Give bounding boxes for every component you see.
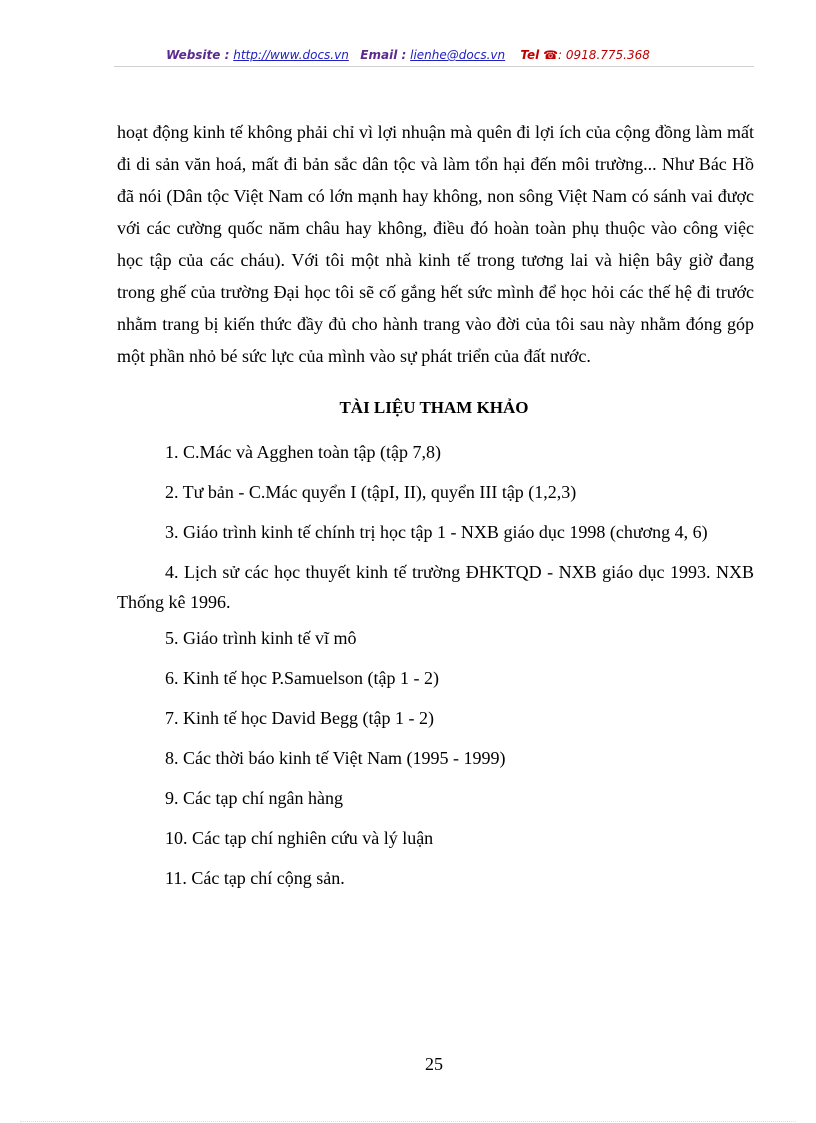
website-link[interactable]: http://www.docs.vn — [233, 48, 349, 62]
reference-item: 3. Giáo trình kinh tế chính trị học tập 1 - NXB giáo dục 1998 (chương 4, 6) — [165, 522, 708, 542]
phone-icon: ☎ — [543, 48, 559, 62]
tel-label: Tel — [520, 48, 540, 62]
reference-item: 6. Kinh tế học P.Samuelson (tập 1 - 2) — [165, 668, 439, 688]
body-paragraph: hoạt động kinh tế không phải chỉ vì lợi nhuận mà quên đi lợi ích của cộng đồng làm mất đi di sản văn hoá, mất đi bản sắc dân tộc và làm tổn hại đến môi trường... Như Bác Hồ đã nói (Dân tộc Việt Nam có lớn mạnh hay không, non sông Việt Nam có sánh vai được với các cường quốc năm châu hay không, điều đó hoàn toàn phụ thuộc vào công việc học tập của các cháu). Với tôi một nhà kinh tế trong tương lai và hiện bây giờ đang trong ghế của trường Đại học tôi sẽ cố gắng hết sức mình để học hỏi các thế hệ đi trước nhằm trang bị kiến thức đầy đủ cho hành trang vào đời của tôi sau này nhằm đóng góp một phần nhỏ bé sức lực của mình vào sự phát triển của đất nước. — [117, 122, 754, 366]
reference-item: 9. Các tạp chí ngân hàng — [165, 788, 343, 808]
reference-item: 2. Tư bản - C.Mác quyển I (tậpI, II), quyển III tập (1,2,3) — [165, 482, 577, 502]
website-label: Website : — [166, 48, 230, 62]
email-link[interactable]: lienhe@docs.vn — [410, 48, 506, 62]
tel-number: : 0918.775.368 — [558, 48, 650, 62]
reference-item: 5. Giáo trình kinh tế vĩ mô — [165, 628, 357, 648]
bottom-divider — [20, 1121, 796, 1122]
header-divider — [114, 66, 754, 67]
page-header — [0, 48, 816, 62]
reference-item: 8. Các thời báo kinh tế Việt Nam (1995 - 1999) — [165, 748, 506, 768]
reference-item: 11. Các tạp chí cộng sản. — [165, 868, 345, 888]
reference-item: 7. Kinh tế học David Begg (tập 1 - 2) — [165, 708, 434, 728]
references-list — [117, 437, 754, 903]
reference-item: 1. C.Mác và Agghen toàn tập (tập 7,8) — [165, 442, 441, 462]
email-label: Email : — [360, 48, 407, 62]
reference-item: 10. Các tạp chí nghiên cứu và lý luận — [165, 828, 434, 848]
page-number: 25 — [425, 1054, 443, 1074]
reference-item: 4. Lịch sử các học thuyết kinh tế trường ĐHKTQD - NXB giáo dục 1993. NXB Thống kê 1996. — [117, 562, 754, 612]
references-title: TÀI LIỆU THAM KHẢO — [339, 398, 529, 417]
